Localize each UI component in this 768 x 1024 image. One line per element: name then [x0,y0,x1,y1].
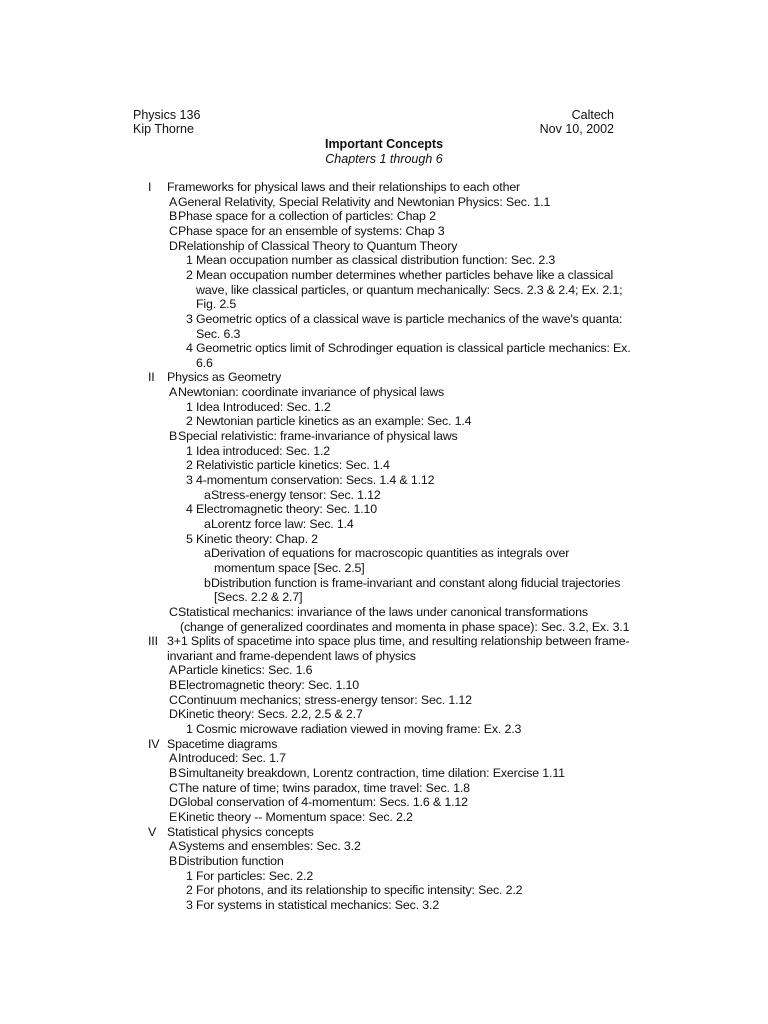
outline-item-label: C [169,223,178,238]
outline-item-label: C [169,692,178,707]
outline-item-label: A [169,663,178,678]
outline-item-label: A [169,194,178,209]
outline-item-label: D [169,238,178,253]
outline-item-text: Spacetime diagrams [167,736,278,751]
outline-item-label: V [148,824,157,839]
header-left [133,108,200,136]
author-name: Kip Thorne [133,122,194,136]
outline-item-text: For systems in statistical mechanics: Sec. 3.2 [196,897,440,912]
header-right [500,108,614,136]
outline-item-text: 3+1 Splits of spacetime into space plus time, and resulting relationship between frame- [167,634,630,649]
document-subtitle: Chapters 1 through 6 [325,151,443,166]
outline-item-text: Simultaneity breakdown, Lorentz contraction, time dilation: Exercise 1.11 [178,766,565,780]
course-name: Physics 136 [133,108,201,122]
outline-item-text: Idea Introduced: Sec. 1.2 [196,399,331,414]
title-block [0,137,768,166]
outline-item-label: 1 [186,722,193,737]
outline-item-label: b [204,575,211,590]
outline-item-text: Distribution function [178,853,284,868]
outline-item-label: 1 [186,399,193,414]
outline-item-label: 1 [186,868,193,883]
outline-item-label: C [169,604,178,619]
outline-item-text: Electromagnetic theory: Sec. 1.10 [178,678,360,693]
outline-item-label: 1 [186,253,193,268]
outline-item-text: Frameworks for physical laws and their relationships to each other [167,180,521,194]
outline-item-text: Physics as Geometry [167,370,282,385]
outline-item-text: Special relativistic: frame-invariance of physical laws [178,429,458,444]
outline-item-label: 4 [186,502,193,517]
outline-item-text: The nature of time; twins paradox, time travel: Sec. 1.8 [178,780,470,795]
outline-item-text: For particles: Sec. 2.2 [196,868,314,883]
outline-item-text: Electromagnetic theory: Sec. 1.10 [196,502,378,517]
outline-item-text: Kinetic theory: Chap. 2 [196,531,318,546]
outline-item-text: Idea introduced: Sec. 1.2 [196,443,331,458]
outline-item-text: Derivation of equations for macroscopic quantities as integrals over [211,546,570,561]
outline-item-text: Kinetic theory: Secs. 2.2, 2.5 & 2.7 [178,707,363,722]
outline-item-text: Stress-energy tensor: Sec. 1.12 [211,487,381,502]
outline-item-label: 5 [186,531,193,546]
outline-item-label: A [169,751,178,766]
outline-item-text: For photons, and its relationship to specific intensity: Sec. 2.2 [196,883,523,898]
outline-item-text: Relationship of Classical Theory to Quantum Theory [178,238,458,253]
document-date: Nov 10, 2002 [539,122,614,136]
outline-item-label: 3 [186,473,193,487]
outline-item-label: III [148,634,158,649]
outline-item-text: Relativistic particle kinetics: Sec. 1.4 [196,458,390,473]
outline-item-label: 2 [186,883,193,898]
outline-item-text: Phase space for an ensemble of systems: Chap 3 [178,223,445,238]
outline-item-label: a [204,516,211,531]
outline-item-text: Phase space for a collection of particles: Chap 2 [178,209,436,224]
outline-item-label: II [148,370,155,385]
outline-item-text: Kinetic theory -- Momentum space: Sec. 2.2 [178,809,413,824]
outline-item-label: B [169,678,178,693]
outline-item-text: Distribution function is frame-invariant and constant along fiducial trajectories [211,575,621,590]
outline-item-text: wave, like classical particles, or quantum mechanically: Secs. 2.3 & 2.4; Ex. 2.1; [196,282,623,297]
outline-item-label: a [204,546,211,561]
outline-item-text: momentum space [Sec. 2.5] [214,560,365,575]
outline-item-text: Fig. 2.5 [196,297,237,312]
outline-item-text: Newtonian: coordinate invariance of physical laws [178,385,445,400]
outline-item-label: 2 [186,414,193,429]
outline-item-text: (change of generalized coordinates and momenta in phase space): Sec. 3.2, Ex. 3.1 [180,619,630,634]
outline-item-label: 3 [186,311,193,326]
outline-item-text: Geometric optics limit of Schrodinger equation is classical particle mechanics: Ex. [196,341,631,356]
outline-item-text: Lorentz force law: Sec. 1.4 [211,516,354,531]
outline-item-label: D [169,707,178,722]
institution: Caltech [571,108,614,122]
outline-item-label: C [169,780,178,795]
outline-item-label: B [169,429,178,444]
outline-item-text: Global conservation of 4-momentum: Secs. 1.6 & 1.12 [178,795,468,810]
outline-item-text: Mean occupation number as classical distribution function: Sec. 2.3 [196,253,556,268]
outline-item-text: Particle kinetics: Sec. 1.6 [178,663,313,678]
outline-item-label: 4 [186,341,193,356]
outline-item-text: [Secs. 2.2 & 2.7] [214,590,303,605]
outline-item-text: Continuum mechanics; stress-energy tensor: Sec. 1.12 [178,692,472,707]
outline-item-text: Geometric optics of a classical wave is particle mechanics of the wave's quanta: [196,311,623,326]
outline-item-label: E [169,809,178,824]
outline-item-text: Statistical mechanics: invariance of the laws under canonical transformations [178,604,588,619]
outline-item-text: Statistical physics concepts [167,824,314,839]
outline-item-text: Newtonian particle kinetics as an example: Sec. 1.4 [196,414,472,429]
outline-item-label: I [148,180,152,194]
outline-item-label: B [169,853,178,868]
outline-item-text: Cosmic microwave radiation viewed in moving frame: Ex. 2.3 [196,722,522,737]
outline-item-text: invariant and frame-dependent laws of physics [167,648,416,663]
outline-item-label: a [204,487,211,502]
outline-item-text: 4-momentum conservation: Secs. 1.4 & 1.12 [196,473,435,487]
outline-item-text: 6.6 [196,355,213,370]
outline-item-text: Sec. 6.3 [196,326,241,341]
document-title: Important Concepts [324,137,444,151]
outline-item-label: 1 [186,443,193,458]
outline-item-label: 2 [186,267,193,282]
outline-item-text: Mean occupation number determines whether particles behave like a classical [196,267,614,282]
outline-item-label: IV [148,736,160,751]
outline-item-label: D [169,795,178,810]
outline-item-label: B [169,209,178,224]
outline-item-label: A [169,385,178,400]
outline-item-label: 2 [186,458,193,473]
outline-item-label: B [169,766,178,780]
outline-item-text: Introduced: Sec. 1.7 [178,751,286,766]
outline-item-text: Systems and ensembles: Sec. 3.2 [178,839,361,854]
outline-item-text: General Relativity, Special Relativity and Newtonian Physics: Sec. 1.1 [178,194,551,209]
outline-item-label: 3 [186,897,193,912]
outline-item-label: A [169,839,178,854]
